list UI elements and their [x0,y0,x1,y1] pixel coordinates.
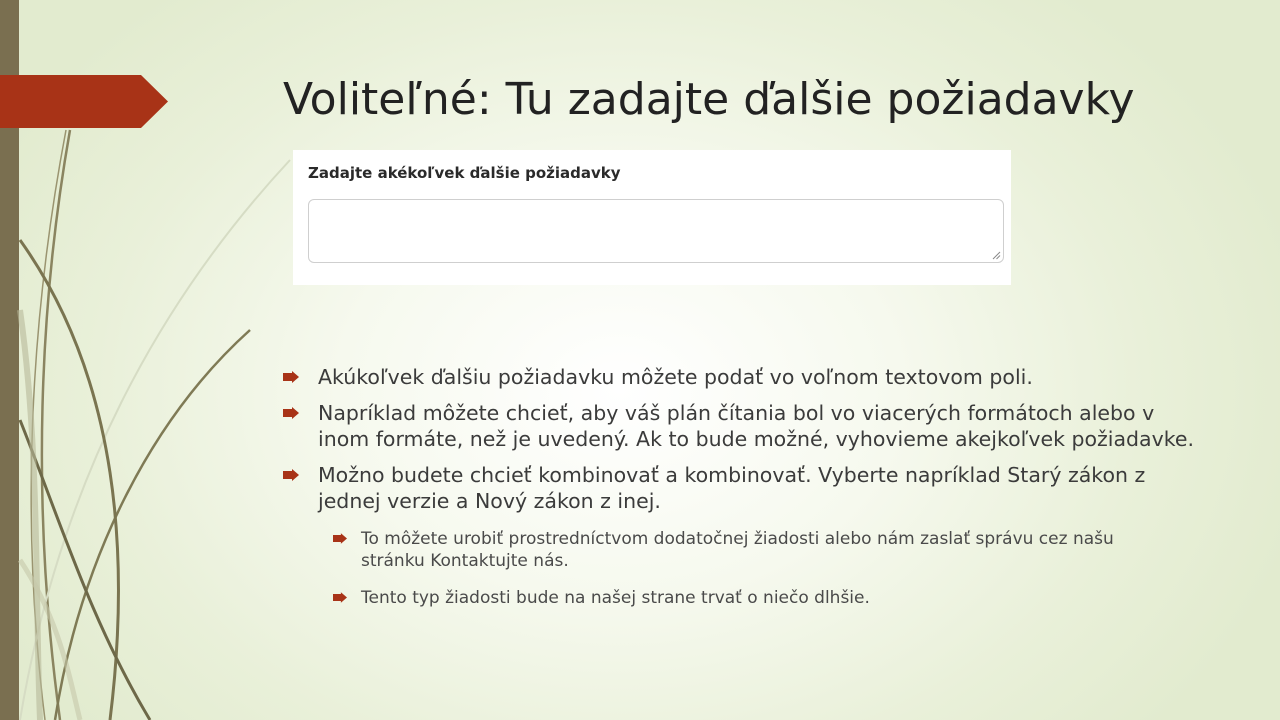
sub-bullet-text: Tento typ žiadosti bude na našej strane trvať o niečo dlhšie. [361,588,870,608]
sub-bullet-item [323,587,1181,609]
arrow-bullet-icon [283,469,299,481]
bullet-item [283,400,1203,452]
sub-bullet-list [323,528,1203,609]
slide-title: Voliteľné: Tu zadajte ďalšie požiadavky [283,74,1135,125]
arrow-bullet-icon [333,533,347,544]
bullet-text: Napríklad môžete chcieť, aby váš plán čítania bol vo viacerých formátoch alebo v inom formáte, než je uvedený. Ak to bude možné, vyhovieme akejkoľvek požiadavke. [318,401,1195,451]
sub-bullet-text: To môžete urobiť prostredníctvom dodatočnej žiadosti alebo nám zaslať správu cez našu stránku Kontaktujte nás. [361,529,1114,571]
requests-textarea[interactable] [308,199,1004,263]
bullet-item [283,462,1203,609]
arrow-bullet-icon [283,371,299,383]
bullet-list [283,364,1203,624]
bullet-item [283,364,1203,390]
form-label: Zadajte akékoľvek ďalšie požiadavky [308,164,621,182]
title-arrow-tab [0,75,168,128]
sub-bullet-item [323,528,1181,572]
bullet-text: Možno budete chcieť kombinovať a kombinovať. Vyberte napríklad Starý zákon z jednej verzie a Nový zákon z inej. [318,463,1146,513]
resize-grip-icon[interactable] [991,250,1001,260]
arrow-bullet-icon [283,407,299,419]
form-screenshot [293,150,1011,285]
arrow-bullet-icon [333,592,347,603]
bullet-text: Akúkoľvek ďalšiu požiadavku môžete podať vo voľnom textovom poli. [318,365,1033,389]
